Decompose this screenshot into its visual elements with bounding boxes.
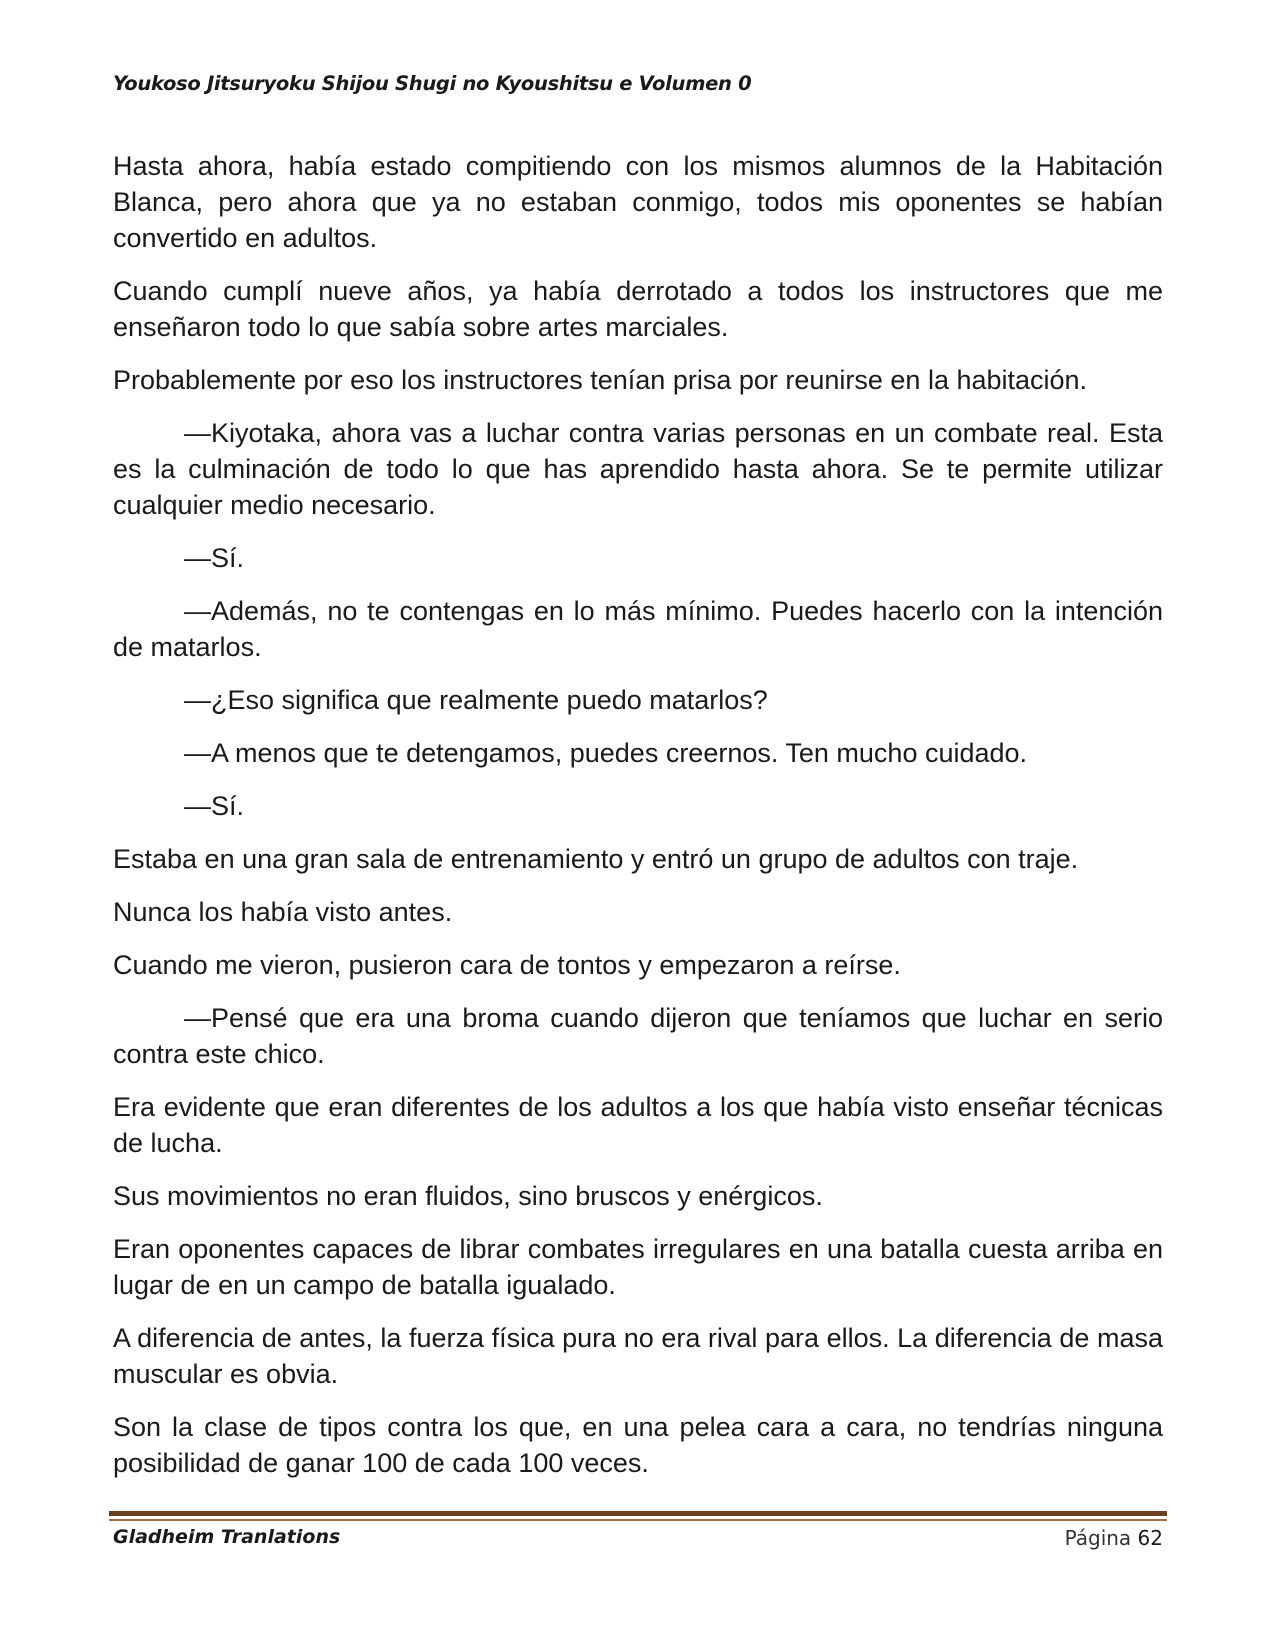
footer-divider-thin xyxy=(109,1519,1167,1521)
paragraph: Estaba en una gran sala de entrenamiento y entró un grupo de adultos con traje. xyxy=(113,844,1079,874)
paragraph: Hasta ahora, había estado compitiendo con los mismos alumnos de la Habitación Blanca, pero ahora que ya no estaban conmigo, todos mis oponentes se habían convertido en adultos. xyxy=(113,151,1163,253)
paragraph: Cuando me vieron, pusieron cara de tontos y empezaron a reírse. xyxy=(113,950,901,980)
dialogue-paragraph: —Además, no te contengas en lo más mínimo. Puedes hacerlo con la intención de matarlos. xyxy=(113,596,1163,662)
dialogue-paragraph: —Sí. xyxy=(184,543,245,573)
page-number: 62 xyxy=(1137,1526,1163,1550)
running-header: Youkoso Jitsuryoku Shijou Shugi no Kyoushitsu e Volumen 0 xyxy=(113,72,752,95)
paragraph: Nunca los había visto antes. xyxy=(113,897,453,927)
paragraph: Cuando cumplí nueve años, ya había derrotado a todos los instructores que me enseñaron todo lo que sabía sobre artes marciales. xyxy=(113,276,1163,342)
dialogue-paragraph: —Pensé que era una broma cuando dijeron que teníamos que luchar en serio contra este chico. xyxy=(113,1003,1163,1069)
paragraph: Son la clase de tipos contra los que, en una pelea cara a cara, no tendrías ninguna posibilidad de ganar 100 de cada 100 veces. xyxy=(113,1412,1163,1478)
footer-credit: Gladheim Tranlations xyxy=(113,1526,341,1548)
dialogue-paragraph: —A menos que te detengamos, puedes creernos. Ten mucho cuidado. xyxy=(184,738,1028,768)
page-body xyxy=(113,148,1163,1498)
page-number-label xyxy=(1065,1526,1163,1550)
paragraph: Sus movimientos no eran fluidos, sino bruscos y enérgicos. xyxy=(113,1181,823,1211)
paragraph: Probablemente por eso los instructores tenían prisa por reunirse en la habitación. xyxy=(113,365,1088,395)
footer-divider xyxy=(109,1511,1167,1516)
dialogue-paragraph: —Sí. xyxy=(184,791,245,821)
paragraph: Era evidente que eran diferentes de los adultos a los que había visto enseñar técnicas de lucha. xyxy=(113,1092,1163,1158)
paragraph: Eran oponentes capaces de librar combates irregulares en una batalla cuesta arriba en lugar de en un campo de batalla igualado. xyxy=(113,1234,1163,1300)
dialogue-paragraph: —Kiyotaka, ahora vas a luchar contra varias personas en un combate real. Esta es la culminación de todo lo que has aprendido hasta ahora. Se te permite utilizar cualquier medio necesario. xyxy=(113,418,1163,520)
dialogue-paragraph: —¿Eso significa que realmente puedo matarlos? xyxy=(184,685,768,715)
page-label: Página xyxy=(1064,1526,1132,1550)
paragraph: A diferencia de antes, la fuerza física pura no era rival para ellos. La diferencia de masa muscular es obvia. xyxy=(113,1323,1163,1389)
